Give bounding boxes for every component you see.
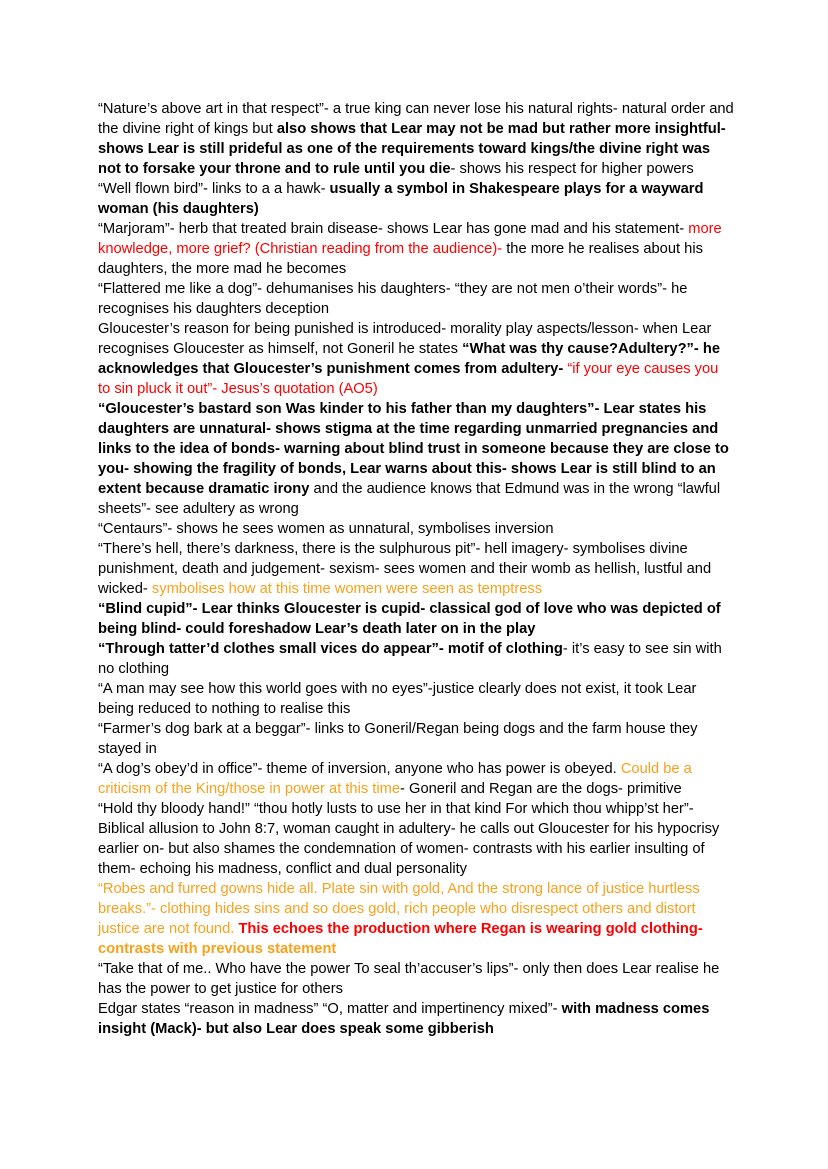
text-run: - shows his respect for higher powers — [450, 161, 694, 177]
text-run: contrasts with previous statement — [98, 921, 707, 957]
text-run: “Hold thy bloody hand!” “thou hotly lusts to use her in that kind For which thou whipp’st her”- Biblical allusion to John 8:7, woman caught in adultery- he calls out Gloucester for his hypocrisy earlier on- but also shames the condemnation of women- contrasts with his earlier insulting of them- echoing his madness, conflict and dual personality — [98, 801, 724, 877]
paragraph — [98, 999, 734, 1039]
text-run: - it’s easy to see sin with no clothing — [98, 641, 726, 677]
text-run: “Through tatter’d clothes small vices do appear”- motif of clothing — [98, 641, 563, 657]
paragraph — [98, 639, 734, 679]
text-run: “There’s hell, there’s darkness, there is the sulphurous pit”- hell imagery- symbolises divine punishment, death and judgement- sexism- sees women and their womb as hellish, lustful and wicked- — [98, 541, 716, 597]
paragraph — [98, 599, 734, 639]
paragraph — [98, 179, 734, 219]
text-run: “Well flown bird”- links to a a hawk- — [98, 181, 330, 197]
paragraph — [98, 759, 734, 799]
text-run: with madness comes insight (Mack)- but also Lear does speak some gibberish — [98, 1001, 714, 1037]
text-run: “Robes and furred gowns hide all. Plate sin with gold, And the strong lance of justice hurtless breaks.”- clothing hides sins and so does gold, rich people who disrespect others and distort justice are not found. — [98, 881, 704, 937]
document-body — [98, 99, 738, 1039]
paragraph — [98, 519, 734, 539]
text-run: - Goneril and Regan are the dogs- primitive — [400, 781, 682, 797]
text-run: “Centaurs”- shows he sees women as unnatural, symbolises inversion — [98, 521, 554, 537]
text-run: “Take that of me.. Who have the power To seal th’accuser’s lips”- only then does Lear realise he has the power to get justice for others — [98, 961, 724, 997]
text-run: “Nature’s above art in that respect”- a true king can never lose his natural rights- natural order and the divine right of kings but — [98, 101, 738, 137]
text-run: Edgar states “reason in madness” “O, matter and impertinency mixed”- — [98, 1001, 562, 1017]
paragraph — [98, 99, 738, 179]
text-run: “Gloucester’s bastard son Was kinder to his father than my daughters”- Lear states his daughters are unnatural- shows stigma at the time regarding unmarried pregnancies and links to the idea of bonds- warning about blind trust in someone because they are close to you- showing the fragility of bonds, Lear warns about this- shows Lear is still blind to an extent because dramatic irony — [98, 401, 733, 497]
text-run: usually a symbol in Shakespeare plays for a wayward woman (his daughters) — [98, 181, 708, 217]
text-run: “A man may see how this world goes with no eyes”-justice clearly does not exist, it took Lear being reduced to nothing to realise this — [98, 681, 701, 717]
text-run: also shows that Lear may not be mad but rather more insightful- shows Lear is still prideful as one of the requirements toward kings/the divine right was not to forsake your throne and to rule until you die — [98, 121, 730, 177]
text-run: “Marjoram”- herb that treated brain disease- shows Lear has gone mad and his statement- — [98, 221, 689, 237]
text-run: “Blind cupid”- Lear thinks Gloucester is cupid- classical god of love who was depicted of being blind- could foreshadow Lear’s death later on in the play — [98, 601, 725, 637]
text-run: Gloucester’s reason for being punished is introduced- morality play aspects/lesson- when Lear recognises Gloucester as himself, not Goneril he states — [98, 321, 716, 357]
paragraph — [98, 719, 734, 759]
text-run: “A dog’s obey’d in office”- theme of inversion, anyone who has power is obeyed. — [98, 761, 621, 777]
text-run: and the audience knows that Edmund was in the wrong “lawful sheets”- see adultery as wrong — [98, 481, 725, 517]
text-run: “if your eye causes you to sin pluck it out”- Jesus’s quotation (AO5) — [98, 361, 723, 397]
paragraph — [98, 539, 734, 599]
text-run: Could be a criticism of the King/those in power at this time — [98, 761, 696, 797]
paragraph — [98, 879, 734, 959]
text-run: “Farmer’s dog bark at a beggar”- links to Goneril/Regan being dogs and the farm house they stayed in — [98, 721, 702, 757]
text-run: “What was thy cause?Adultery?”- he acknowledges that Gloucester’s punishment comes from adultery- — [98, 341, 725, 377]
paragraph — [98, 399, 734, 519]
paragraph — [98, 319, 734, 399]
paragraph — [98, 279, 734, 319]
paragraph — [98, 219, 734, 279]
text-run: symbolises how at this time women were seen as temptress — [151, 581, 543, 597]
paragraph — [98, 799, 734, 879]
text-run: more knowledge, more grief? (Christian reading from the audience)- — [98, 221, 726, 257]
paragraph — [98, 679, 734, 719]
text-run: “Flattered me like a dog”- dehumanises his daughters- “they are not men o’their words”- he recognises his daughters deception — [98, 281, 692, 317]
text-run: the more he realises about his daughters, the more mad he becomes — [98, 241, 708, 277]
text-run: This echoes the production where Regan is wearing gold clothing- — [238, 921, 703, 937]
paragraph — [98, 959, 734, 999]
